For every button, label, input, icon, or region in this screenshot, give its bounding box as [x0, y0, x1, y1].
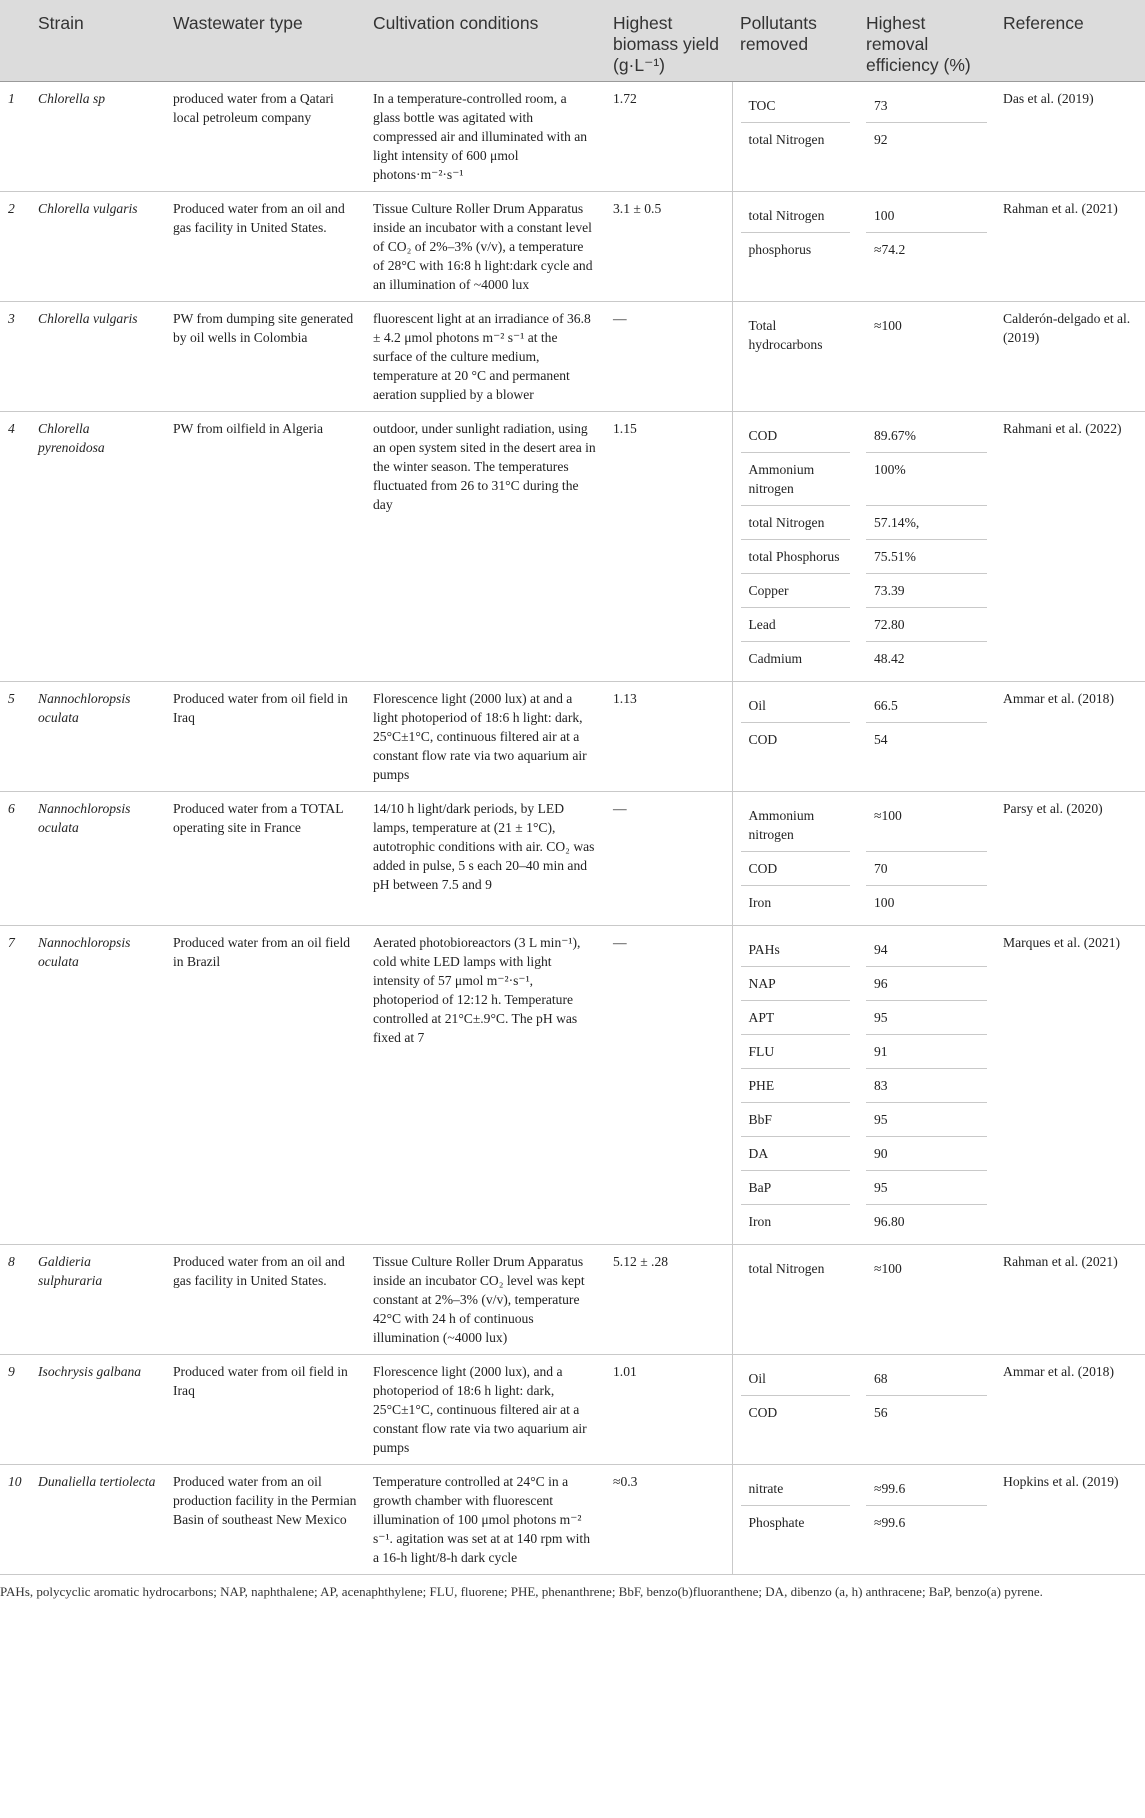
wastewater-cell: Produced water from oil field in Iraq: [165, 1354, 365, 1464]
efficiency-cell: [858, 411, 995, 681]
conditions-cell: Aerated photobioreactors (3 L min⁻¹), cold white LED lamps with light intensity of 57 μmol m⁻²·s⁻¹, photoperiod of 12:12 h. Temperature controlled at 21°C±.9°C. The pH was fixed at 7: [365, 925, 605, 1244]
efficiency-cell: [858, 301, 995, 411]
pollutant-name: Total hydrocarbons: [748, 317, 823, 352]
pollutant-efficiency: 96: [866, 967, 987, 1001]
pollutants-cell: [732, 925, 858, 1244]
pollutant-efficiency: 57.14%,: [866, 506, 987, 540]
header-strain: Strain: [30, 0, 165, 81]
pollutant-efficiency: 72.80: [866, 608, 987, 642]
pollutant-efficiency: 96.80: [874, 1213, 905, 1229]
pollutant-name: phosphorus: [748, 241, 812, 257]
strain-cell: Chlorella pyrenoidosa: [30, 411, 165, 681]
pollutant-efficiency: 70: [866, 852, 987, 886]
wastewater-cell: Produced water from a TOTAL operating site in France: [165, 791, 365, 925]
wastewater-cell: Produced water from an oil and gas facility in United States.: [165, 191, 365, 301]
pollutant-efficiency: ≈99.6: [866, 1472, 987, 1506]
pollutant-efficiency: 100%: [866, 453, 987, 506]
row-number: 5: [0, 681, 30, 791]
pollutant-name: Ammonium nitrogen: [741, 799, 851, 852]
reference-cell: Calderón-delgado et al. (2019): [995, 301, 1145, 411]
reference-cell: Marques et al. (2021): [995, 925, 1145, 1244]
pollutant-efficiency: ≈99.6: [874, 1514, 906, 1530]
pollutant-efficiency: 73: [866, 89, 987, 123]
row-number: 2: [0, 191, 30, 301]
pollutant-name: Lead: [741, 608, 851, 642]
biomass-cell: —: [605, 301, 732, 411]
table-footnote: PAHs, polycyclic aromatic hydrocarbons; NAP, naphthalene; AP, acenaphthylene; FLU, fluorene; PHE, phenanthrene; BbF, benzo(b)fluoranthene; DA, dibenzo (a, h) anthracene; BaP, benzo(a) pyrene.: [0, 1584, 1043, 1599]
conditions-cell: Florescence light (2000 lux) at and a light photoperiod of 18:6 h light: dark, 25°C±1°C, continuous filtered air at a constant flow rate via two aquarium air pumps: [365, 681, 605, 791]
pollutant-name: BaP: [741, 1171, 851, 1205]
pollutant-name: total Nitrogen: [741, 199, 851, 233]
efficiency-cell: [858, 1244, 995, 1354]
header-cultivation-conditions: Cultivation conditions: [365, 0, 605, 81]
table-row: [0, 191, 1145, 301]
wastewater-cell: produced water from a Qatari local petroleum company: [165, 81, 365, 191]
biomass-cell: ≈0.3: [605, 1464, 732, 1574]
efficiency-cell: [858, 191, 995, 301]
row-number: 3: [0, 301, 30, 411]
biomass-cell: —: [605, 791, 732, 925]
reference-cell: Rahman et al. (2021): [995, 1244, 1145, 1354]
pollutant-name: nitrate: [741, 1472, 851, 1506]
wastewater-cell: Produced water from an oil production facility in the Permian Basin of southeast New Mexico: [165, 1464, 365, 1574]
pollutant-name: Oil: [741, 689, 851, 723]
pollutants-cell: [732, 301, 858, 411]
header-pollutants-removed: Pollutants removed: [732, 0, 858, 81]
wastewater-cell: Produced water from an oil and gas facility in United States.: [165, 1244, 365, 1354]
wastewater-cell: PW from oilfield in Algeria: [165, 411, 365, 681]
strain-cell: Dunaliella tertiolecta: [30, 1464, 165, 1574]
header-removal-efficiency: Highest removal efficiency (%): [858, 0, 995, 81]
pollutant-efficiency: 54: [874, 731, 888, 747]
reference-cell: Das et al. (2019): [995, 81, 1145, 191]
conditions-cell: Tissue Culture Roller Drum Apparatus inside an incubator with a constant level of CO₂ of 2%–3% (v/v), a temperature of 28°C with 16:8 h light:dark cycle and an illumination of ~4000 lux: [365, 191, 605, 301]
pollutant-efficiency: 73.39: [866, 574, 987, 608]
reference-cell: Parsy et al. (2020): [995, 791, 1145, 925]
pollutant-efficiency: ≈100: [874, 1260, 902, 1276]
table-row: [0, 681, 1145, 791]
conditions-cell: 14/10 h light/dark periods, by LED lamps, temperature at (21 ± 1°C), autotrophic conditions with air. CO₂ was added in pulse, 5 s each 20–40 min and pH between 7.5 and 9: [365, 791, 605, 925]
pollutant-efficiency: ≈100: [866, 799, 987, 852]
header-wastewater-type: Wastewater type: [165, 0, 365, 81]
biomass-cell: —: [605, 925, 732, 1244]
pollutant-name: PAHs: [741, 933, 851, 967]
pollutant-efficiency: 48.42: [874, 650, 905, 666]
header-row: [0, 0, 1145, 81]
pollutant-efficiency: 68: [866, 1362, 987, 1396]
pollutant-efficiency: 95: [866, 1171, 987, 1205]
strain-cell: Chlorella sp: [30, 81, 165, 191]
pollutants-cell: [732, 1464, 858, 1574]
conditions-cell: fluorescent light at an irradiance of 36.8 ± 4.2 μmol photons m⁻² s⁻¹ at the surface of the culture medium, temperature at 20 °C and permanent aeration supplied by a blower: [365, 301, 605, 411]
biomass-cell: 1.01: [605, 1354, 732, 1464]
pollutant-efficiency: 95: [866, 1103, 987, 1137]
pollutant-name: Iron: [748, 1213, 772, 1229]
pollutant-name: COD: [741, 419, 851, 453]
conditions-cell: Florescence light (2000 lux), and a photoperiod of 18:6 h light: dark, 25°C±1°C, continuous filtered air at a constant flow rate via two aquarium air pumps: [365, 1354, 605, 1464]
table-row: [0, 81, 1145, 191]
table-row: [0, 1464, 1145, 1574]
pollutants-cell: [732, 411, 858, 681]
row-number: 4: [0, 411, 30, 681]
pollutant-efficiency: 100: [874, 894, 895, 910]
row-number: 10: [0, 1464, 30, 1574]
efficiency-cell: [858, 681, 995, 791]
reference-cell: Rahman et al. (2021): [995, 191, 1145, 301]
conditions-cell: Tissue Culture Roller Drum Apparatus inside an incubator CO₂ level was kept constant at 2%–3% (v/v), temperature 42°C with 24 h of continuous illumination (~4000 lux): [365, 1244, 605, 1354]
pollutants-cell: [732, 1354, 858, 1464]
biomass-cell: 1.13: [605, 681, 732, 791]
row-number: 6: [0, 791, 30, 925]
pollutant-name: BbF: [741, 1103, 851, 1137]
header-reference: Reference: [995, 0, 1145, 81]
strain-cell: Nannochloropsis oculata: [30, 681, 165, 791]
pollutant-name: Phosphate: [748, 1514, 805, 1530]
header-number: [0, 0, 30, 81]
pollutant-efficiency: 92: [874, 131, 888, 147]
pollutant-name: COD: [741, 852, 851, 886]
pollutant-name: total Nitrogen: [741, 506, 851, 540]
pollutant-name: APT: [741, 1001, 851, 1035]
wastewater-cell: Produced water from an oil field in Brazil: [165, 925, 365, 1244]
pollutant-efficiency: 94: [866, 933, 987, 967]
pollutant-name: Oil: [741, 1362, 851, 1396]
pollutant-name: FLU: [741, 1035, 851, 1069]
strain-cell: Isochrysis galbana: [30, 1354, 165, 1464]
pollutant-efficiency: 100: [866, 199, 987, 233]
table-row: [0, 1244, 1145, 1354]
pollutant-name: Cadmium: [748, 650, 803, 666]
pollutant-name: TOC: [741, 89, 851, 123]
header-biomass-yield: Highest biomass yield (g·L⁻¹): [605, 0, 732, 81]
pollutant-efficiency: 66.5: [866, 689, 987, 723]
pollutants-cell: [732, 1244, 858, 1354]
table-row: [0, 411, 1145, 681]
pollutant-name: PHE: [741, 1069, 851, 1103]
pollutant-efficiency: 75.51%: [866, 540, 987, 574]
pollutant-name: COD: [748, 1404, 778, 1420]
pollutant-efficiency: 95: [866, 1001, 987, 1035]
pollutant-efficiency: 83: [866, 1069, 987, 1103]
wastewater-cell: Produced water from oil field in Iraq: [165, 681, 365, 791]
strain-cell: Galdieria sulphuraria: [30, 1244, 165, 1354]
pollutant-efficiency: 91: [866, 1035, 987, 1069]
efficiency-cell: [858, 1354, 995, 1464]
biomass-cell: 5.12 ± .28: [605, 1244, 732, 1354]
pollutant-name: Ammonium nitrogen: [741, 453, 851, 506]
row-number: 9: [0, 1354, 30, 1464]
pollutants-cell: [732, 791, 858, 925]
reference-cell: Ammar et al. (2018): [995, 681, 1145, 791]
pollutant-name: Copper: [741, 574, 851, 608]
pollutant-name: total Nitrogen: [748, 1260, 825, 1276]
wastewater-cell: PW from dumping site generated by oil wells in Colombia: [165, 301, 365, 411]
pollutant-name: DA: [741, 1137, 851, 1171]
pollutant-name: COD: [748, 731, 778, 747]
efficiency-cell: [858, 925, 995, 1244]
row-number: 7: [0, 925, 30, 1244]
pollutant-name: Iron: [748, 894, 772, 910]
conditions-cell: Temperature controlled at 24°C in a growth chamber with fluorescent illumination of 100 μmol photons m⁻² s⁻¹. agitation was set at at 140 rpm with a 16-h light/8-h dark cycle: [365, 1464, 605, 1574]
pollutant-name: total Nitrogen: [748, 131, 825, 147]
table-row: [0, 925, 1145, 1244]
pollutant-efficiency: ≈100: [874, 317, 902, 333]
pollutant-efficiency: 90: [866, 1137, 987, 1171]
biomass-cell: 1.15: [605, 411, 732, 681]
pollutants-cell: [732, 191, 858, 301]
strain-cell: Nannochloropsis oculata: [30, 791, 165, 925]
pollutants-cell: [732, 681, 858, 791]
table-row: [0, 791, 1145, 925]
reference-cell: Ammar et al. (2018): [995, 1354, 1145, 1464]
pollutant-efficiency: 89.67%: [866, 419, 987, 453]
efficiency-cell: [858, 791, 995, 925]
pollutant-name: total Phosphorus: [741, 540, 851, 574]
pollutant-name: NAP: [741, 967, 851, 1001]
biomass-cell: 3.1 ± 0.5: [605, 191, 732, 301]
conditions-cell: In a temperature-controlled room, a glass bottle was agitated with compressed air and illuminated with an light intensity of 600 μmol photons·m⁻²·s⁻¹: [365, 81, 605, 191]
table-body: [0, 81, 1145, 1574]
strain-cell: Nannochloropsis oculata: [30, 925, 165, 1244]
strain-cell: Chlorella vulgaris: [30, 191, 165, 301]
strain-cell: Chlorella vulgaris: [30, 301, 165, 411]
conditions-cell: outdoor, under sunlight radiation, using an open system sited in the desert area in the winter season. The temperatures fluctuated from 26 to 31°C during the day: [365, 411, 605, 681]
pollutant-efficiency: ≈74.2: [874, 241, 906, 257]
reference-cell: Rahmani et al. (2022): [995, 411, 1145, 681]
table-row: [0, 301, 1145, 411]
reference-cell: Hopkins et al. (2019): [995, 1464, 1145, 1574]
efficiency-cell: [858, 81, 995, 191]
table-row: [0, 1354, 1145, 1464]
efficiency-cell: [858, 1464, 995, 1574]
pollutant-efficiency: 56: [874, 1404, 888, 1420]
row-number: 8: [0, 1244, 30, 1354]
row-number: 1: [0, 81, 30, 191]
biomass-cell: 1.72: [605, 81, 732, 191]
pollutants-cell: [732, 81, 858, 191]
